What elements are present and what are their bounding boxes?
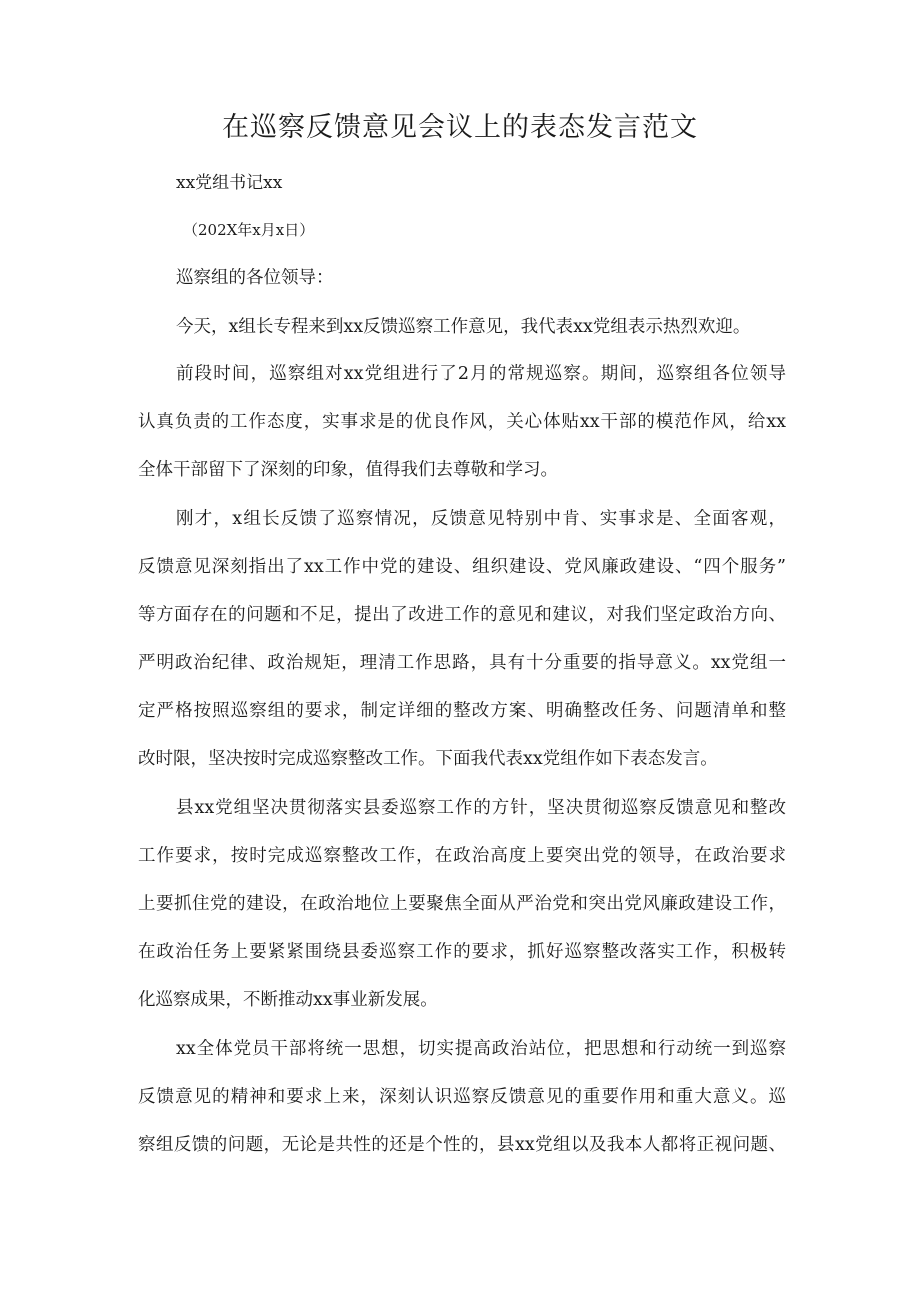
paragraph-line: xx全体党员干部将统一思想，切实提高政治站位，把思想和行动统一到巡察 <box>176 1039 786 1059</box>
paragraph-line: 上要抓住党的建设，在政治地位上要聚焦全面从严治党和突出党风廉政建设工作， <box>138 894 786 914</box>
salutation: 巡察组的各位领导： <box>176 268 334 288</box>
paragraph-line: 反馈意见深刻指出了xx工作中党的建设、组织建设、党风廉政建设、“四个服务” <box>138 557 786 577</box>
paragraph-line: 定严格按照巡察组的要求，制定详细的整改方案、明确整改任务、问题清单和整 <box>138 701 786 721</box>
date-line: （202X年x月x日） <box>183 221 315 239</box>
paragraph-line: 化巡察成果，不断推动xx事业新发展。 <box>138 990 438 1010</box>
author-line: xx党组书记xx <box>176 173 283 193</box>
paragraph-line: 全体干部留下了深刻的印象，值得我们去尊敬和学习。 <box>138 460 558 480</box>
paragraph-line: 在政治任务上要紧紧围绕县委巡察工作的要求，抓好巡察整改落实工作，积极转 <box>138 942 786 962</box>
document-title: 在巡察反馈意见会议上的表态发言范文 <box>222 112 698 143</box>
paragraph-line: 前段时间，巡察组对xx党组进行了2月的常规巡察。期间，巡察组各位领导 <box>176 364 786 384</box>
paragraph-line: 察组反馈的问题，无论是共性的还是个性的，县xx党组以及我本人都将正视问题、 <box>138 1135 786 1155</box>
paragraph-line: 刚才，x组长反馈了巡察情况，反馈意见特别中肯、实事求是、全面客观， <box>176 509 786 529</box>
paragraph-line: 反馈意见的精神和要求上来，深刻认识巡察反馈意见的重要作用和重大意义。巡 <box>138 1087 786 1107</box>
paragraph-line: 工作要求，按时完成巡察整改工作，在政治高度上要突出党的领导，在政治要求 <box>138 846 786 866</box>
paragraph-line: 等方面存在的问题和不足，提出了改进工作的意见和建议，对我们坚定政治方向、 <box>138 605 786 625</box>
paragraph-line: 县xx党组坚决贯彻落实县委巡察工作的方针，坚决贯彻巡察反馈意见和整改 <box>176 798 786 818</box>
paragraph-line: 今天，x组长专程来到xx反馈巡察工作意见，我代表xx党组表示热烈欢迎。 <box>176 317 751 337</box>
paragraph-line: 严明政治纪律、政治规矩，理清工作思路，具有十分重要的指导意义。xx党组一 <box>138 653 786 673</box>
paragraph-line: 改时限，坚决按时完成巡察整改工作。下面我代表xx党组作如下表态发言。 <box>138 749 718 769</box>
paragraph-line: 认真负责的工作态度，实事求是的优良作风，关心体贴xx干部的模范作风，给xx <box>138 412 786 432</box>
